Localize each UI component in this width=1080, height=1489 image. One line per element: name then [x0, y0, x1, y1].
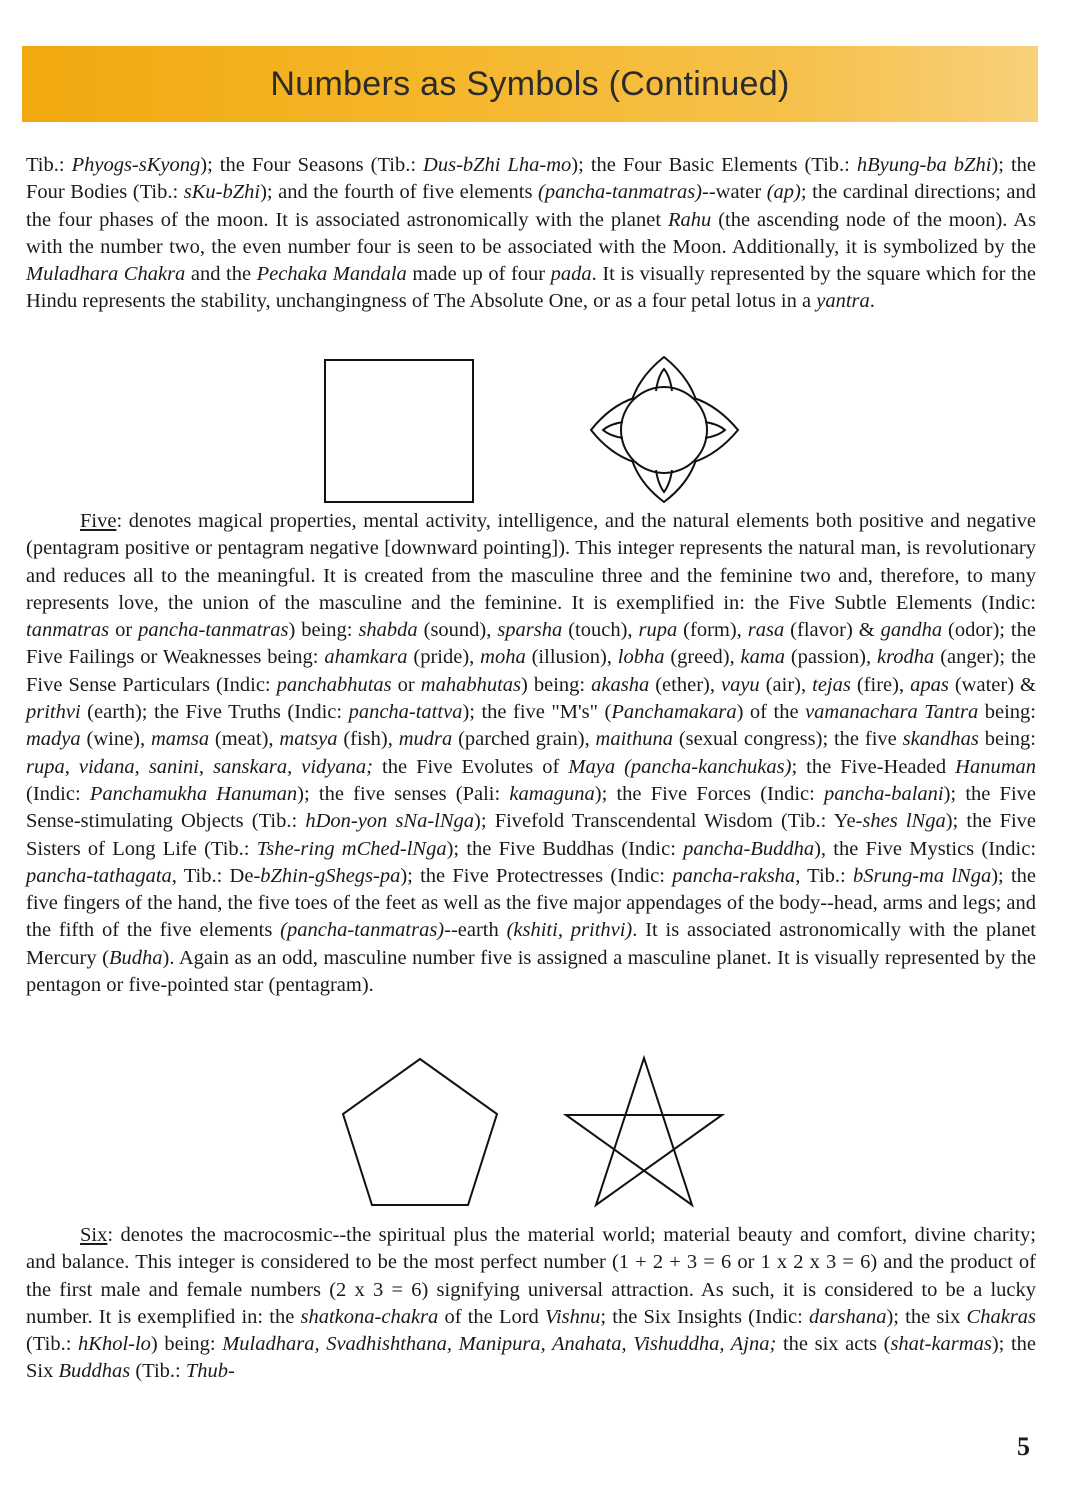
pentagram-figure [563, 1055, 725, 1209]
page-number: 5 [1017, 1432, 1030, 1461]
four-petal-lotus-figure [588, 354, 744, 504]
pentagon-figure [340, 1056, 500, 1208]
page-title: Numbers as Symbols (Continued) [270, 64, 790, 103]
paragraph-five: Five: denotes magical properties, mental activity, intelligence, and the natural elements both positive and negative (pentagram positive or pentagram negative [downward pointing]). This integer represents the natural man, is revolutionary and reduces all to the meaningful. It is created from the masculine three and the feminine two and, therefore, to many represents love, the union of the masculine and the feminine. It is exemplified in: the Five Subtle Elements (Indic: tanmatras or pancha-tanmatras) being: shabda (sound), sparsha (touch), rupa (form), rasa (flavor) & gandha (odor); the Five Failings or Weaknesses being: ahamkara (pride), moha (illusion), lobha (greed), kama (passion), krodha (anger); the Five Sense Particulars (Indic: panchabhutas or mahabhutas) being: akasha (ether), vayu (air), tejas (fire), apas (water) & prithvi (earth); the Five Truths (Indic: pancha-tattva); the five "M's" (Panchamakara) of the vamanachara Tantra being: madya (wine), mamsa (meat), matsya (fish), mudra (parched grain), maithuna (sexual congress); the five skandhas being: rupa, vidana, sanini, sanskara, vidyana; the Five Evolutes of Maya (pancha-kanchukas); the Five-Headed Hanuman (Indic: Panchamukha Hanuman); the five senses (Pali: kamaguna); the Five Forces (Indic: pancha-balani); the Five Sense-stimulating Objects (Tib.: hDon-yon sNa-lNga); Fivefold Transcendental Wisdom (Tib.: Ye-shes lNga); the Five Sisters of Long Life (Tib.: Tshe-ring mChed-lNga); the Five Buddhas (Indic: pancha-Buddha), the Five Mystics (Indic: pancha-tathagata, Tib.: De-bZhin-gShegs-pa); the Five Protectresses (Indic: pancha-raksha, Tib.: bSrung-ma lNga); the five fingers of the hand, the five toes of the feet as well as the five major appendages of the body--head, arms and legs; and the fifth of the five elements (pancha-tanmatras)--earth (kshiti, prithvi). It is associated astronomically with the planet Mercury (Budha). Again as an odd, masculine number five is assigned a masculine planet. It is visually represented by the pentagon or five-pointed star (pentagram). [26, 510, 1037, 997]
heading-five: Five [80, 510, 117, 532]
paragraph-six: Six: denotes the macrocosmic--the spiritual plus the material world; material beauty and comfort, divine charity; and balance. This integer is considered to be the most perfect number (1 + 2 + 3 = 6 or 1 x 2 x 3 = 6) and the product of the first male and female numbers (2 x 3 = 6) signifying universal attraction. As such, it is considered to be a lucky number. It is exemplified in: the shatkona-chakra of the Lord Vishnu; the Six Insights (Indic: darshana); the six Chakras (Tib.: hKhol-lo) being: Muladhara, Svadhishthana, Manipura, Anahata, Vishuddha, Ajna; the six acts (shat-karmas); the Six Buddhas (Tib.: Thub- [26, 1224, 1036, 1383]
square-figure [323, 358, 475, 504]
paragraph-four: Tib.: Phyogs-sKyong); the Four Seasons (Tib.: Dus-bZhi Lha-mo); the Four Basic Elements (Tib.: hByung-ba bZhi); the Four Bodies (Tib.: sKu-bZhi); and the fourth of five elements (pancha-tanmatras)--water (ap); the cardinal directions; and the four phases of the moon. It is associated astronomically with the planet Rahu (the ascending node of the moon). As with the number two, the even number four is seen to be associated with the Moon. Additionally, it is symbolized by the Muladhara Chakra and the Pechaka Mandala made up of four pada. It is visually represented by the square which for the Hindu represents the stability, unchangingness of The Absolute One, or as a four petal lotus in a yantra. [26, 154, 1037, 313]
title-banner [22, 46, 1038, 122]
heading-six: Six [80, 1224, 108, 1246]
